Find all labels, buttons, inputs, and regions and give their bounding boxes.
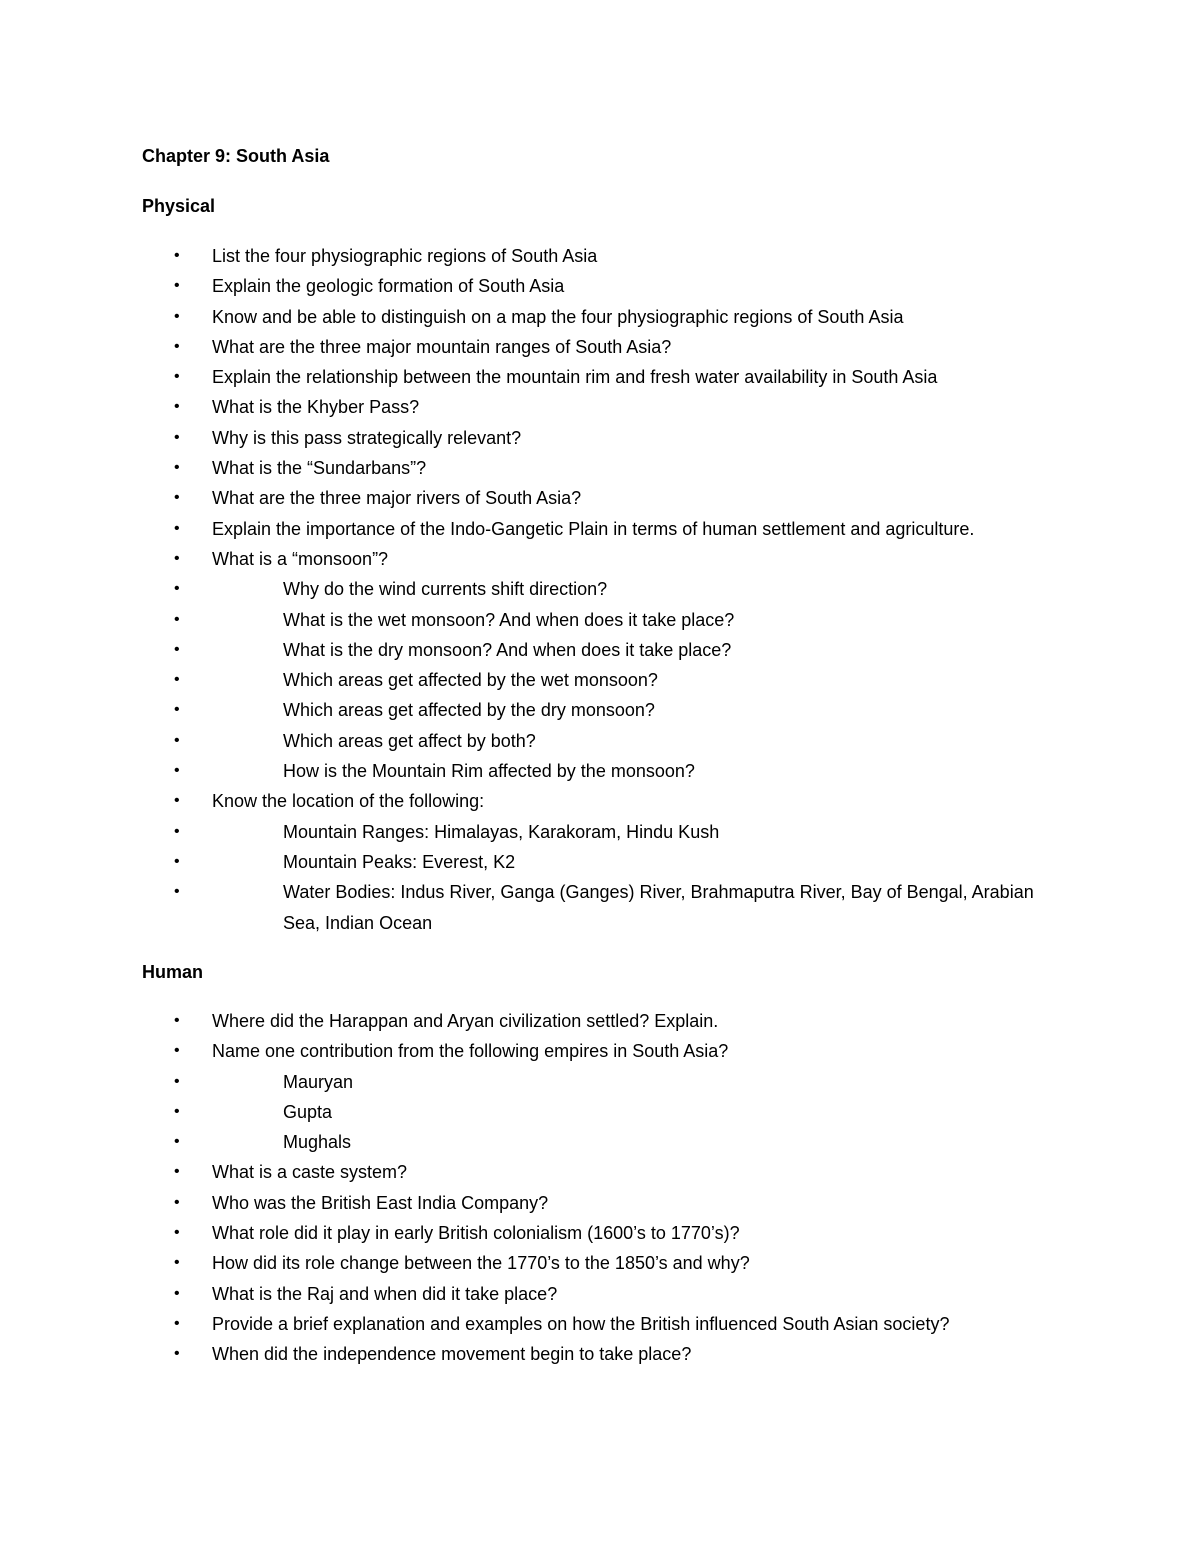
list-item-text: List the four physiographic regions of South Asia: [212, 246, 598, 266]
list-item: [0, 302, 1200, 332]
bullet-icon: •: [174, 610, 180, 628]
bullet-icon: •: [174, 459, 180, 477]
list-item: [0, 241, 1200, 271]
bullet-icon: •: [174, 1133, 180, 1151]
human-heading: Human: [142, 962, 204, 982]
list-item-text: Name one contribution from the following empires in South Asia?: [212, 1041, 729, 1062]
list-item: [0, 1279, 1200, 1309]
list-item-text: Know the location of the following:: [212, 791, 485, 812]
list-item-text: Which areas get affected by the wet monsoon?: [283, 670, 658, 691]
bullet-icon: •: [174, 519, 180, 537]
list-item: [0, 514, 1200, 544]
list-item-text: Why do the wind currents shift direction?: [283, 579, 608, 600]
list-item: [0, 392, 1200, 422]
physical-list: [0, 241, 1200, 938]
list-item-text: Mountain Ranges: Himalayas, Karakoram, Hindu Kush: [283, 821, 720, 842]
list-item: [0, 726, 1200, 756]
list-item-text: Mauryan: [283, 1071, 354, 1092]
bullet-icon: •: [174, 247, 180, 264]
list-item: [0, 695, 1200, 725]
list-item-text: Provide a brief explanation and examples on how the British influenced South Asian society?: [212, 1313, 950, 1334]
bullet-icon: •: [174, 580, 180, 598]
list-item: [0, 786, 1200, 816]
list-item: [0, 756, 1200, 786]
bullet-icon: •: [174, 640, 180, 658]
document-title: Chapter 9: South Asia: [142, 146, 330, 166]
bullet-icon: •: [174, 1102, 180, 1120]
bullet-icon: •: [174, 1072, 180, 1090]
bullet-icon: •: [174, 731, 180, 749]
bullet-icon: •: [174, 337, 180, 355]
list-item: [0, 1067, 1200, 1097]
bullet-icon: •: [174, 489, 180, 507]
list-item-text: How did its role change between the 1770’s to the 1850’s and why?: [212, 1253, 750, 1274]
bullet-icon: •: [174, 1193, 180, 1211]
list-item: [0, 665, 1200, 695]
list-item: [0, 605, 1200, 635]
list-item-text: What are the three major rivers of South Asia?: [212, 488, 582, 509]
bullet-icon: •: [174, 852, 180, 870]
list-item: [0, 1339, 1200, 1369]
list-item-text: Why is this pass strategically relevant?: [212, 427, 522, 448]
list-item-text: What is the Raj and when did it take place?: [212, 1283, 558, 1304]
bullet-icon: •: [174, 1254, 180, 1272]
bullet-icon: •: [174, 883, 180, 901]
list-item: [0, 574, 1200, 604]
list-item-text: Gupta: [283, 1101, 333, 1122]
bullet-icon: •: [174, 1284, 180, 1302]
list-item: [0, 1218, 1200, 1248]
list-item: [0, 1309, 1200, 1339]
bullet-icon: •: [174, 398, 180, 416]
list-item-text: What is the wet monsoon? And when does it take place?: [283, 609, 735, 630]
list-item-text: What role did it play in early British colonialism (1600’s to 1770’s)?: [212, 1223, 740, 1244]
list-item: [0, 877, 1200, 938]
list-item: [0, 817, 1200, 847]
bullet-icon: •: [174, 671, 180, 689]
list-item: [0, 271, 1200, 301]
list-item: [0, 1006, 1200, 1036]
bullet-icon: •: [174, 701, 180, 719]
bullet-icon: •: [174, 1042, 180, 1060]
list-item: [0, 544, 1200, 574]
list-item-text: Explain the geologic formation of South Asia: [212, 276, 565, 297]
bullet-icon: •: [174, 1345, 180, 1363]
list-item-text: What is a “monsoon”?: [212, 548, 389, 569]
list-item-text: Which areas get affect by both?: [283, 730, 536, 751]
physical-heading: Physical: [142, 196, 216, 216]
list-item: [0, 1188, 1200, 1218]
list-item-text: Water Bodies: Indus River, Ganga (Ganges) River, Brahmaputra River, Bay of Bengal, Arabian Sea, Indian Ocean: [283, 882, 1034, 933]
list-item-text: When did the independence movement begin to take place?: [212, 1344, 692, 1365]
list-item: [0, 483, 1200, 513]
bullet-icon: •: [174, 307, 180, 325]
list-item-text: What are the three major mountain ranges of South Asia?: [212, 336, 672, 357]
list-item-text: What is the dry monsoon? And when does it take place?: [283, 639, 732, 660]
list-item-text: Explain the relationship between the mountain rim and fresh water availability in South Asia: [212, 367, 938, 388]
human-list: [0, 1006, 1200, 1370]
list-item-text: What is a caste system?: [212, 1162, 408, 1183]
list-item-text: Mughals: [283, 1132, 352, 1153]
bullet-icon: •: [174, 822, 180, 840]
list-item: [0, 362, 1200, 392]
list-item: [0, 453, 1200, 483]
list-item: [0, 1097, 1200, 1127]
bullet-icon: •: [174, 762, 180, 780]
list-item-text: Who was the British East India Company?: [212, 1192, 549, 1213]
list-item-text: What is the “Sundarbans”?: [212, 458, 427, 479]
bullet-icon: •: [174, 1314, 180, 1332]
list-item: [0, 1157, 1200, 1187]
list-item: [0, 1127, 1200, 1157]
list-item-text: Know and be able to distinguish on a map the four physiographic regions of South Asia: [212, 306, 904, 327]
list-item-text: Explain the importance of the Indo-Gangetic Plain in terms of human settlement and agriculture.: [212, 518, 975, 539]
list-item-text: How is the Mountain Rim affected by the monsoon?: [283, 761, 695, 782]
list-item: [0, 847, 1200, 877]
list-item: [0, 635, 1200, 665]
bullet-icon: •: [174, 277, 180, 295]
list-item-text: Mountain Peaks: Everest, K2: [283, 851, 516, 872]
bullet-icon: •: [174, 792, 180, 810]
list-item: [0, 423, 1200, 453]
list-item: [0, 1036, 1200, 1066]
bullet-icon: •: [174, 1163, 180, 1181]
bullet-icon: •: [174, 1012, 180, 1029]
bullet-icon: •: [174, 368, 180, 386]
list-item-text: What is the Khyber Pass?: [212, 397, 420, 418]
bullet-icon: •: [174, 549, 180, 567]
list-item: [0, 332, 1200, 362]
list-item: [0, 1248, 1200, 1278]
list-item-text: Where did the Harappan and Aryan civilization settled? Explain.: [212, 1011, 719, 1031]
bullet-icon: •: [174, 428, 180, 446]
bullet-icon: •: [174, 1224, 180, 1242]
list-item-text: Which areas get affected by the dry monsoon?: [283, 700, 655, 721]
